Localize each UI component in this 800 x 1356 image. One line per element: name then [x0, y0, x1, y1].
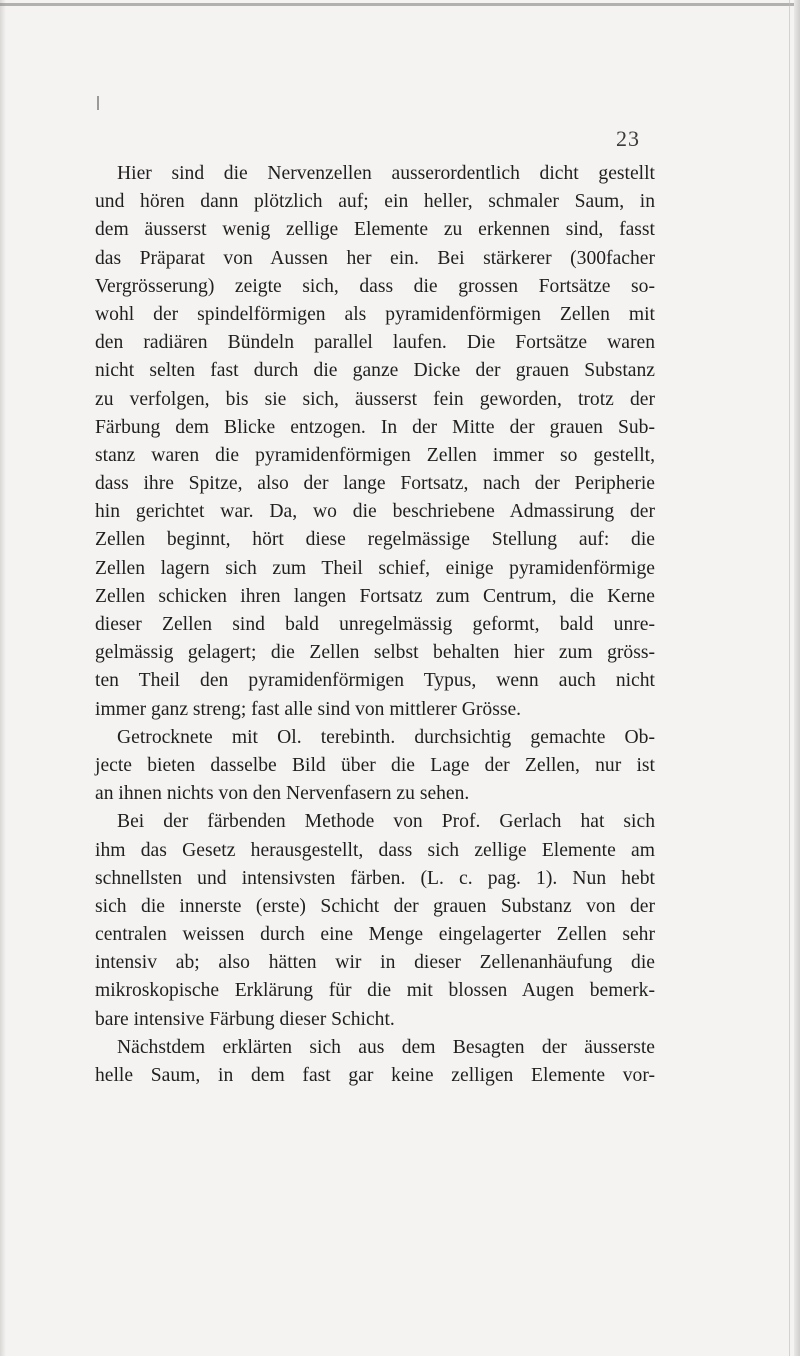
page-top-edge: [0, 3, 800, 6]
text-line: und hören dann plötzlich auf; ein heller, schmaler Saum, in: [95, 191, 655, 213]
stray-ink-mark: [97, 96, 99, 110]
text-line: centralen weissen durch eine Menge eingelagerter Zellen sehr: [95, 924, 655, 946]
body-text: [95, 160, 655, 1090]
text-line: immer ganz streng; fast alle sind von mittlerer Grösse.: [95, 698, 522, 720]
text-line: wohl der spindelförmigen als pyramidenförmigen Zellen mit: [95, 303, 655, 325]
text-line: Hier sind die Nervenzellen ausserordentlich dicht gestellt: [117, 163, 655, 184]
text-line: intensiv ab; also hätten wir in dieser Zellenanhäufung die: [95, 952, 655, 974]
text-line: bare intensive Färbung dieser Schicht.: [95, 1008, 395, 1030]
text-line: dem äusserst wenig zellige Elemente zu erkennen sind, fasst: [95, 219, 655, 241]
text-line: helle Saum, in dem fast gar keine zelligen Elemente vor-: [95, 1065, 655, 1086]
text-line: dass ihre Spitze, also der lange Fortsatz, nach der Peripherie: [95, 473, 655, 495]
text-line: Nächstdem erklärten sich aus dem Besagten der äusserste: [117, 1036, 655, 1058]
text-line: jecte bieten dasselbe Bild über die Lage der Zellen, nur ist: [95, 754, 655, 776]
page-right-edge: [794, 0, 800, 1356]
text-line: Zellen beginnt, hört diese regelmässige Stellung auf: die: [95, 529, 655, 551]
text-line: Zellen lagern sich zum Theil schief, einige pyramidenförmige: [95, 557, 655, 579]
text-line: ten Theil den pyramidenförmigen Typus, wenn auch nicht: [95, 670, 655, 692]
page-right-fold: [789, 0, 790, 1356]
text-line: nicht selten fast durch die ganze Dicke der grauen Substanz: [95, 360, 655, 382]
text-line: schnellsten und intensivsten färben. (L. c. pag. 1). Nun hebt: [95, 867, 655, 889]
text-line: das Präparat von Aussen her ein. Bei stärkerer (300facher: [95, 247, 655, 269]
text-line: den radiären Bündeln parallel laufen. Die Fortsätze waren: [95, 332, 655, 354]
page-left-shadow: [0, 0, 6, 1356]
text-line: zu verfolgen, bis sie sich, äusserst fein geworden, trotz der: [95, 388, 655, 410]
text-line: dieser Zellen sind bald unregelmässig geformt, bald unre-: [95, 614, 655, 635]
page-number: 23: [616, 126, 640, 151]
text-line: mikroskopische Erklärung für die mit blossen Augen bemerk-: [95, 980, 655, 1002]
text-line: Färbung dem Blicke entzogen. In der Mitte der grauen Sub-: [95, 416, 655, 438]
text-line: an ihnen nichts von den Nervenfasern zu sehen.: [95, 783, 470, 805]
text-line: sich die innerste (erste) Schicht der grauen Substanz von der: [95, 895, 655, 917]
text-line: Getrocknete mit Ol. terebinth. durchsichtig gemachte Ob-: [117, 726, 655, 748]
text-line: stanz waren die pyramidenförmigen Zellen immer so gestellt,: [95, 444, 655, 466]
text-line: Zellen schicken ihren langen Fortsatz zum Centrum, die Kerne: [95, 585, 655, 607]
text-line: ihm das Gesetz herausgestellt, dass sich zellige Elemente am: [95, 839, 655, 861]
text-line: Vergrösserung) zeigte sich, dass die grossen Fortsätze so-: [95, 275, 655, 297]
text-line: hin gerichtet war. Da, wo die beschriebene Admassirung der: [95, 501, 655, 523]
text-line: gelmässig gelagert; die Zellen selbst behalten hier zum gröss-: [95, 642, 655, 664]
text-line: Bei der färbenden Methode von Prof. Gerlach hat sich: [117, 811, 655, 833]
